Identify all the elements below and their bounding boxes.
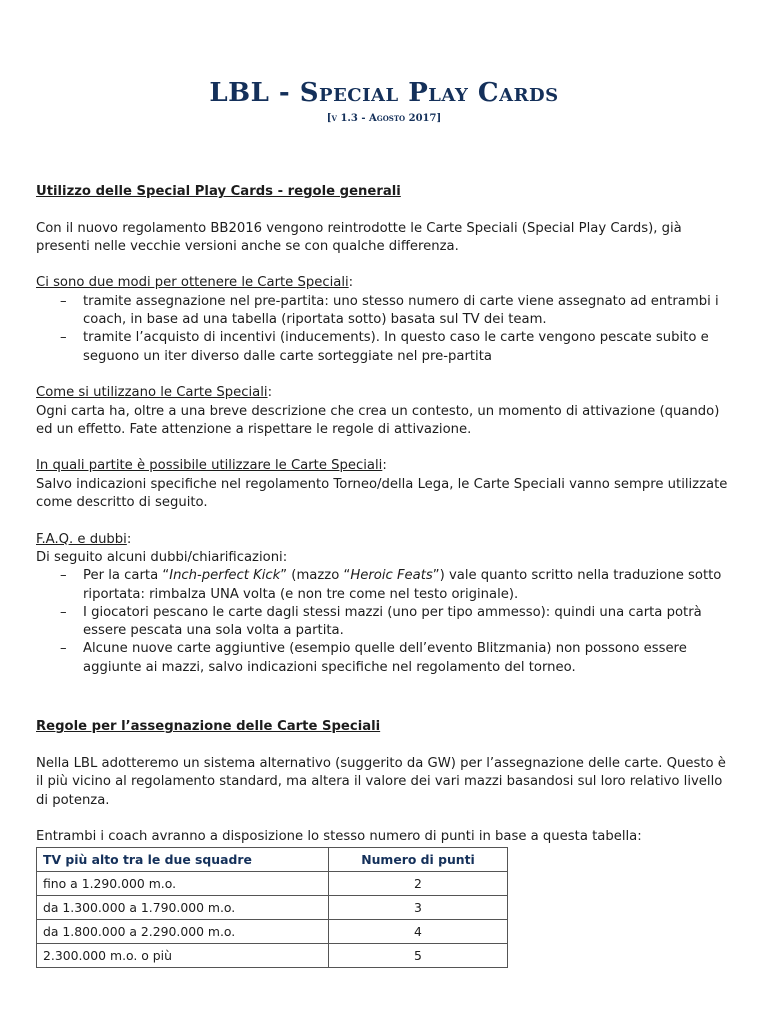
table-row <box>37 896 508 920</box>
usage-label-line: Come si utilizzano le Carte Speciali: <box>36 385 273 401</box>
modes-list <box>36 293 736 366</box>
table-header-row <box>37 848 508 872</box>
modes-label-line: Ci sono due modi per ottenere le Carte Speciali: <box>36 275 354 291</box>
table-row <box>37 920 508 944</box>
deck-name: Heroic Feats <box>350 568 433 584</box>
usage-label: Come si utilizzano le Carte Speciali <box>36 385 268 401</box>
document-body <box>36 183 736 968</box>
table-row <box>37 944 508 968</box>
points-cell: 5 <box>329 944 508 968</box>
section-heading-general-rules: Utilizzo delle Special Play Cards - regole generali <box>36 184 401 199</box>
faq-text: ”) vale quanto scritto nella traduzione sotto riportata: rimbalza UNA volta (e non tre come nel testo originale). <box>83 568 722 602</box>
list-item: – tramite assegnazione nel pre-partita: uno stesso numero di carte viene assegnato ad entrambi i coach, in base ad una tabella (riportata sotto) basata sul TV dei team. <box>36 293 736 330</box>
matches-label-line: In quali partite è possibile utilizzare le Carte Speciali: <box>36 458 387 474</box>
list-item: – I giocatori pescano le carte dagli stessi mazzi (uno per tipo ammesso): quindi una carta potrà essere pescata una sola volta a partita. <box>36 604 736 641</box>
faq-label: F.A.Q. e dubbi <box>36 531 127 547</box>
faq-text: ” (mazzo “ <box>280 568 351 584</box>
document-title: LBL - Special Play Cards <box>209 78 559 108</box>
tv-cell: 2.300.000 m.o. o più <box>37 944 329 968</box>
faq-list <box>36 567 736 677</box>
matches-label: In quali partite è possibile utilizzare le Carte Speciali <box>36 458 383 474</box>
points-cell: 2 <box>329 872 508 896</box>
modes-label: Ci sono due modi per ottenere le Carte Speciali <box>36 275 349 291</box>
faq-intro: Di seguito alcuni dubbi/chiarificazioni: <box>36 549 288 565</box>
tv-cell: da 1.300.000 a 1.790.000 m.o. <box>37 896 329 920</box>
column-header-tv: TV più alto tra le due squadre <box>37 848 329 872</box>
tv-cell: fino a 1.290.000 m.o. <box>37 872 329 896</box>
list-item: – tramite l’acquisto di incentivi (inducements). In questo caso le carte vengono pescate subito e seguono un iter diverso dalle carte sorteggiate nel pre-partita <box>36 329 736 366</box>
assignment-paragraph: Nella LBL adotteremo un sistema alternativo (suggerito da GW) per l’assegnazione delle carte. Questo è il più vicino al regolamento standard, ma altera il valore dei vari mazzi basandosi sul loro relativo livello di potenza. <box>36 755 726 808</box>
intro-paragraph: Con il nuovo regolamento BB2016 vengono reintrodotte le Carte Speciali (Special Play Cards), già presenti nelle vecchie versioni anche se con qualche differenza. <box>36 220 682 254</box>
matches-paragraph: Salvo indicazioni specifiche nel regolamento Torneo/della Lega, le Carte Speciali vanno sempre utilizzate come descritto di seguito. <box>36 476 728 511</box>
table-row <box>37 872 508 896</box>
tv-cell: da 1.800.000 a 2.290.000 m.o. <box>37 920 329 944</box>
list-item: – Alcune nuove carte aggiuntive (esempio quelle dell’evento Blitzmania) non possono essere aggiunte ai mazzi, salvo indicazioni specifiche nel regolamento del torneo. <box>36 640 736 677</box>
section-heading-assignment: Regole per l’assegnazione delle Carte Speciali <box>36 719 381 735</box>
points-cell: 4 <box>329 920 508 944</box>
usage-paragraph: Ogni carta ha, oltre a una breve descrizione che crea un contesto, un momento di attivazione (quando) ed un effetto. Fate attenzione a rispettare le regole di attivazione. <box>36 403 720 437</box>
faq-label-line: F.A.Q. e dubbi: <box>36 531 132 547</box>
faq-text: Per la carta “ <box>83 568 170 584</box>
list-item <box>36 567 736 604</box>
table-intro: Entrambi i coach avranno a disposizione lo stesso numero di punti in base a questa tabella: <box>36 829 642 845</box>
points-table <box>36 847 508 968</box>
document-version: [v 1.3 - Agosto 2017] <box>326 113 442 124</box>
points-cell: 3 <box>329 896 508 920</box>
column-header-points: Numero di punti <box>329 848 508 872</box>
card-name: Inch-perfect Kick <box>169 568 281 584</box>
